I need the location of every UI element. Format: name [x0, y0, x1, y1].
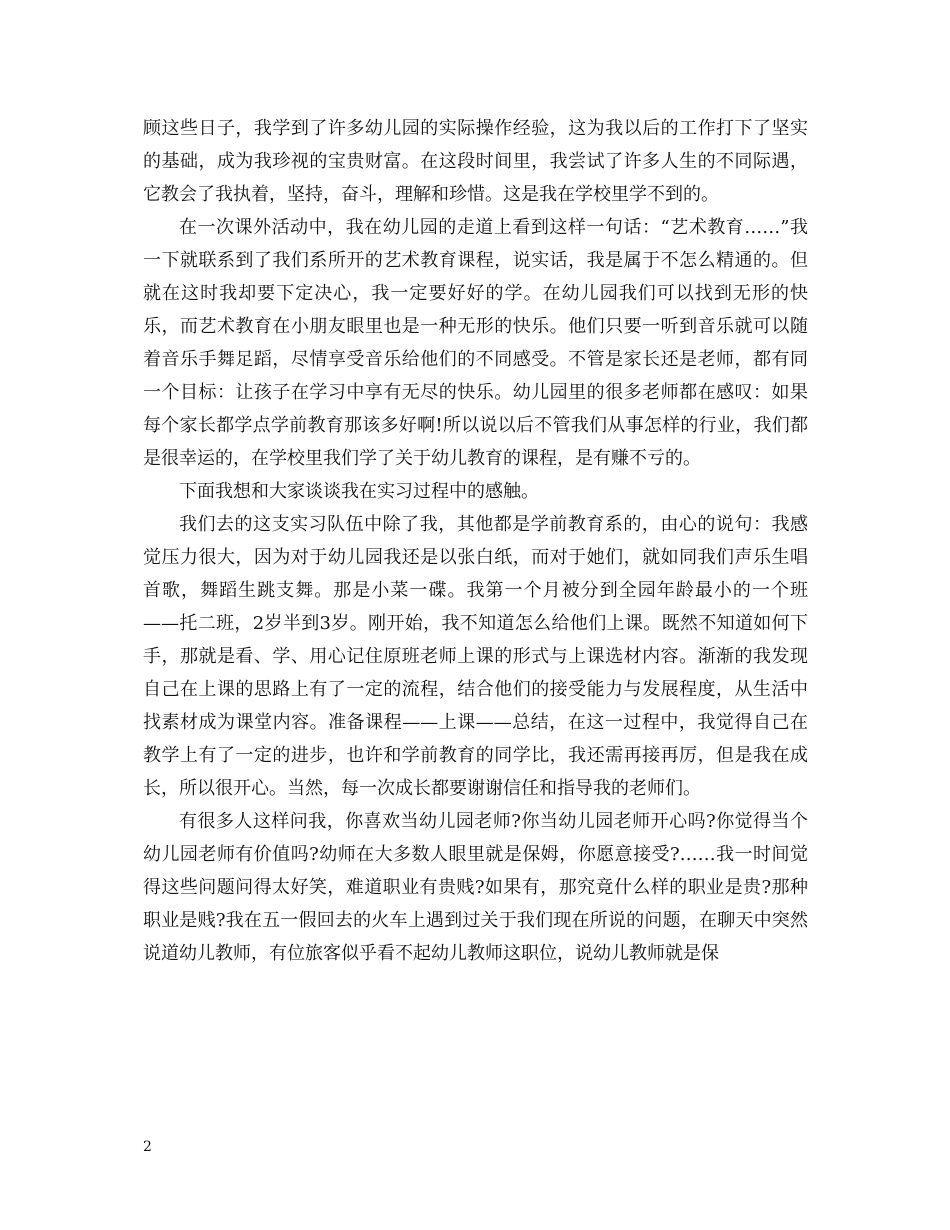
paragraph-5: 有很多人这样问我，你喜欢当幼儿园老师?你当幼儿园老师开心吗?你觉得当个幼儿园老师有价值吗?幼师在大多数人眼里就是保姆，你愿意接受?……我一时间觉得这些问题问得太好笑，难道职业有贵贱?如果有，那究竟什么样的职业是贵?那种职业是贱?我在五一假回去的火车上遇到过关于我们现在所说的问题，在聊天中突然说道幼儿教师，有位旅客似乎看不起幼儿教师这职位，说幼儿教师就是保 [143, 811, 808, 964]
paragraph-3: 下面我想和大家谈谈我在实习过程中的感触。 [179, 481, 539, 502]
paragraph-2: 在一次课外活动中，我在幼儿园的走道上看到这样一句话：“艺术教育……”我一下就联系到了我们系所开的艺术教育课程，说实话，我是属于不怎么精通的。但就在这时我却要下定决心，我一定要好好的学。在幼儿园我们可以找到无形的快乐，而艺术教育在小朋友眼里也是一种无形的快乐。他们只要一听到音乐就可以随着音乐手舞足蹈，尽情享受音乐给他们的不同感受。不管是家长还是老师，都有同一个目标：让孩子在学习中享有无尽的快乐。幼儿园里的很多老师都在感叹：如果每个家长都学点学前教育那该多好啊!所以说以后不管我们从事怎样的行业，我们都是很幸运的，在学校里我们学了关于幼儿教育的课程，是有赚不亏的。 [143, 217, 808, 469]
paragraph-1: 顾这些日子，我学到了许多幼儿园的实际操作经验，这为我以后的工作打下了坚实的基础，成为我珍视的宝贵财富。在这段时间里，我尝试了许多人生的不同际遇，它教会了我执着，坚持，奋斗，理解和珍惜。这是我在学校里学不到的。 [143, 118, 808, 205]
paragraph-4: 我们去的这支实习队伍中除了我，其他都是学前教育系的，由心的说句：我感觉压力很大，因为对于幼儿园我还是以张白纸，而对于她们，就如同我们声乐生唱首歌，舞蹈生跳支舞。那是小菜一碟。我第一个月被分到全园年龄最小的一个班——托二班，2岁半到3岁。刚开始，我不知道怎么给他们上课。既然不知道如何下手，那就是看、学、用心记住原班老师上课的形式与上课选材内容。渐渐的我发现自己在上课的思路上有了一定的流程，结合他们的接受能力与发展程度，从生活中找素材成为课堂内容。准备课程——上课——总结，在这一过程中，我觉得自己在教学上有了一定的进步，也许和学前教育的同学比，我还需再接再厉，但是我在成长，所以很开心。当然，每一次成长都要谢谢信任和指导我的老师们。 [143, 514, 808, 799]
page-number: 2 [143, 1139, 152, 1155]
body-text [143, 112, 808, 970]
